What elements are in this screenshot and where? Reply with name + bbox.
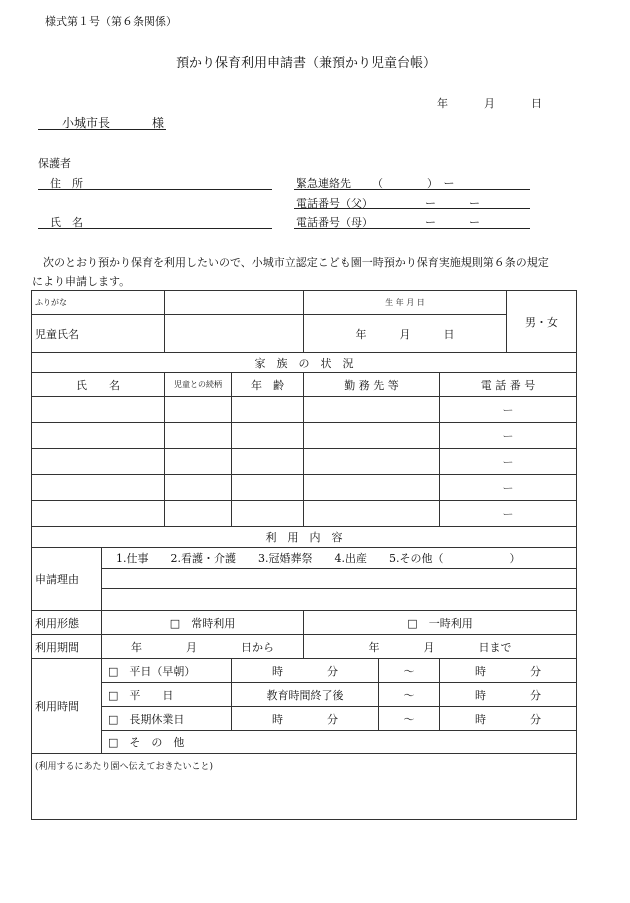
family-work-cell[interactable]	[304, 423, 440, 449]
checkbox[interactable]: □	[108, 712, 119, 726]
emergency-field[interactable]	[294, 189, 530, 190]
family-relation-cell[interactable]	[165, 475, 232, 501]
family-age-cell[interactable]	[232, 449, 304, 475]
birth-label: 生 年 月 日	[304, 291, 507, 315]
birth-value[interactable]: 年 月 日	[304, 315, 507, 353]
phone-mother-value: ー ー	[425, 216, 480, 229]
emergency-value: （ ） ー	[372, 177, 455, 190]
reason-detail-line[interactable]	[102, 569, 577, 589]
usage-section-title: 利 用 内 容	[32, 527, 577, 548]
family-phone-cell[interactable]: ー	[440, 501, 577, 527]
reason-options[interactable]: 1.仕事 2.看護・介護 3.冠婚葬祭 4.出産 5.その他（ ）	[102, 548, 577, 569]
form-title: 預かり保育利用申請書（兼預かり児童台帳）	[176, 56, 437, 71]
family-name-cell[interactable]	[32, 423, 165, 449]
emergency-label: 緊急連絡先	[296, 177, 351, 190]
addressee-name: 小城市長	[62, 116, 111, 130]
addressee-underline	[38, 129, 166, 130]
family-relation-cell[interactable]	[165, 397, 232, 423]
guardian-address-label: 住 所	[50, 177, 83, 190]
family-age-cell[interactable]	[232, 501, 304, 527]
family-work-cell[interactable]	[304, 397, 440, 423]
family-age-cell[interactable]	[232, 475, 304, 501]
family-header-relation: 児童との続柄	[165, 373, 232, 397]
date-year: 年	[437, 97, 448, 110]
family-phone-cell[interactable]: ー	[440, 397, 577, 423]
family-work-cell[interactable]	[304, 449, 440, 475]
time-separator: 〜	[379, 659, 440, 683]
time-type-other: そ の 他	[129, 736, 185, 749]
checkbox[interactable]: □	[108, 664, 119, 678]
addressee-honorific: 様	[152, 116, 165, 130]
time-type-weekday: 平 日	[129, 688, 174, 702]
family-phone-cell[interactable]: ー	[440, 423, 577, 449]
family-header-age: 年 齢	[232, 373, 304, 397]
phone-father-field[interactable]	[294, 208, 530, 209]
time-separator: 〜	[379, 683, 440, 707]
furigana-field[interactable]	[165, 291, 304, 315]
application-table	[31, 290, 577, 820]
usage-period-label: 利用期間	[32, 635, 102, 659]
date-day: 日	[531, 97, 542, 110]
family-name-cell[interactable]	[32, 449, 165, 475]
family-work-cell[interactable]	[304, 501, 440, 527]
time-separator: 〜	[379, 707, 440, 731]
time-type-weekday-early: 平日（早朝）	[129, 664, 196, 678]
intro-line-2: により申請します。	[32, 275, 131, 288]
family-header-work: 勤 務 先 等	[304, 373, 440, 397]
reason-detail-line[interactable]	[102, 589, 577, 611]
family-age-cell[interactable]	[232, 423, 304, 449]
guardian-heading: 保護者	[38, 157, 71, 170]
regular-use-checkbox[interactable]: □ 常時利用	[102, 611, 304, 635]
phone-mother-field[interactable]	[294, 228, 530, 229]
notes-field[interactable]	[32, 754, 577, 820]
checkbox[interactable]: □	[108, 688, 119, 702]
child-name-field[interactable]	[165, 315, 304, 353]
family-phone-cell[interactable]: ー	[440, 475, 577, 501]
child-name-label: 児童氏名	[32, 315, 165, 353]
family-header-phone: 電 話 番 号	[440, 373, 577, 397]
notes-label: (利用するにあたり園へ伝えておきたいこと)	[35, 762, 214, 772]
phone-father-label: 電話番号（父）	[296, 197, 373, 210]
family-header-name: 氏 名	[32, 373, 165, 397]
sex-select[interactable]: 男・女	[507, 291, 577, 353]
family-phone-cell[interactable]: ー	[440, 449, 577, 475]
time-start[interactable]: 時 分	[232, 707, 379, 731]
family-relation-cell[interactable]	[165, 501, 232, 527]
reason-label: 申請理由	[32, 548, 102, 611]
phone-father-value: ー ー	[425, 197, 480, 210]
family-relation-cell[interactable]	[165, 423, 232, 449]
time-end[interactable]: 時 分	[440, 659, 577, 683]
time-start: 教育時間終了後	[232, 683, 379, 707]
family-name-cell[interactable]	[32, 397, 165, 423]
time-end[interactable]: 時 分	[440, 707, 577, 731]
family-work-cell[interactable]	[304, 475, 440, 501]
temporary-use-checkbox[interactable]: □ 一時利用	[304, 611, 577, 635]
guardian-address-field[interactable]	[38, 189, 272, 190]
guardian-name-label: 氏 名	[50, 216, 83, 229]
time-type-long-holiday: 長期休業日	[129, 712, 185, 726]
family-relation-cell[interactable]	[165, 449, 232, 475]
time-end[interactable]: 時 分	[440, 683, 577, 707]
furigana-label: ふりがな	[32, 291, 165, 315]
intro-line-1: 次のとおり預かり保育を利用したいので、小城市立認定こども園一時預かり保育実施規則第６条の規定	[32, 256, 549, 269]
phone-mother-label: 電話番号（母）	[296, 216, 373, 229]
time-start[interactable]: 時 分	[232, 659, 379, 683]
form-number: 様式第１号（第６条関係）	[45, 15, 177, 28]
family-name-cell[interactable]	[32, 501, 165, 527]
period-to[interactable]: 年 月 日まで	[304, 635, 577, 659]
family-section-title: 家 族 の 状 況	[32, 353, 577, 373]
family-age-cell[interactable]	[232, 397, 304, 423]
guardian-name-field[interactable]	[38, 228, 272, 229]
usage-time-label: 利用時間	[32, 659, 102, 754]
checkbox[interactable]: □	[108, 736, 119, 749]
period-from[interactable]: 年 月 日から	[102, 635, 304, 659]
date-month: 月	[484, 97, 495, 110]
family-name-cell[interactable]	[32, 475, 165, 501]
usage-form-label: 利用形態	[32, 611, 102, 635]
